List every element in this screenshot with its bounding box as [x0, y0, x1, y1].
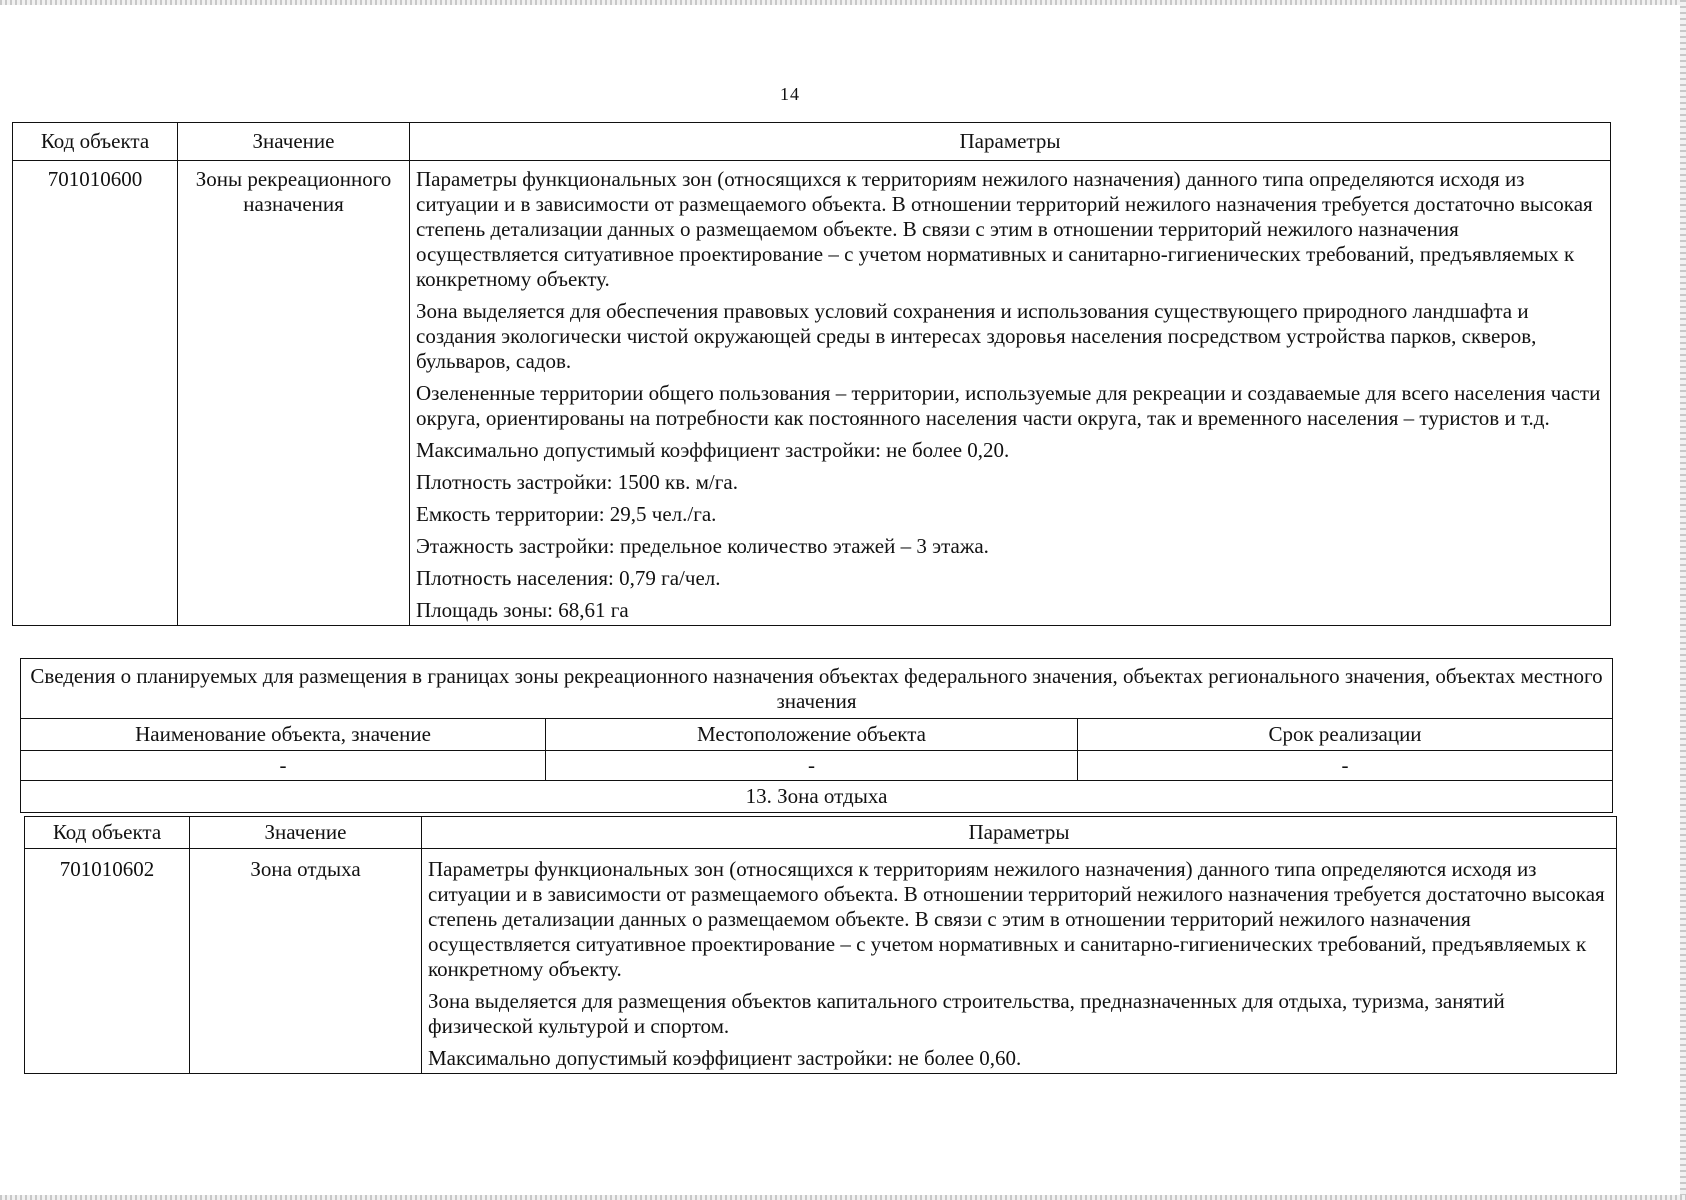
param-paragraph: Зона выделяется для обеспечения правовых условий сохранения и использования существующего природного ландшафта и создания экологически чистой окружающей среды в интересах здоровья населения посредством устройства парков, скверов, бульваров, садов. — [416, 299, 1537, 373]
scan-edge-top — [0, 0, 1686, 5]
scan-edge-right — [1680, 0, 1686, 1200]
object-value: Зона отдыха — [190, 849, 422, 1074]
param-paragraph: Параметры функциональных зон (относящихся к территориям нежилого назначения) данного типа определяются исходя из ситуации и в зависимости от размещаемого объекта. В отношении территорий нежилого назначения требуется достаточно высокая степень детализации данных о размещаемом объекте. В связи с этим в отношении территорий нежилого назначения осуществляется ситуативное проектирование – с учетом нормативных и санитарно-гигиенических требований, предъявляемых к конкретному объекту. — [416, 167, 1593, 291]
rest-zone-table — [24, 816, 1617, 1074]
header-value: Значение — [178, 123, 410, 161]
table-header-row — [25, 817, 1617, 849]
scan-edge-bottom — [0, 1195, 1686, 1200]
section-title-row — [21, 781, 1613, 813]
object-code: 701010600 — [13, 161, 178, 626]
implementation-term-cell: - — [1078, 751, 1613, 781]
param-territory-capacity: Емкость территории: 29,5 чел./га. — [416, 502, 717, 526]
table-header-row — [13, 123, 1611, 161]
section-title: 13. Зона отдыха — [21, 781, 1613, 813]
param-floors: Этажность застройки: предельное количество этажей – 3 этажа. — [416, 534, 989, 558]
object-location-cell: - — [546, 751, 1078, 781]
header-object-location: Местоположение объекта — [546, 719, 1078, 751]
object-params — [410, 161, 1611, 626]
param-building-coefficient: Максимально допустимый коэффициент застройки: не более 0,20. — [416, 438, 1010, 462]
object-params — [422, 849, 1617, 1074]
header-code: Код объекта — [25, 817, 190, 849]
header-code: Код объекта — [13, 123, 178, 161]
planned-objects-title-row — [21, 659, 1613, 719]
header-implementation-term: Срок реализации — [1078, 719, 1613, 751]
param-building-coefficient: Максимально допустимый коэффициент застройки: не более 0,60. — [428, 1046, 1022, 1070]
recreation-zone-table — [12, 122, 1611, 626]
page-number: 14 — [780, 84, 800, 104]
table-header-row — [21, 719, 1613, 751]
param-zone-area: Площадь зоны: 68,61 га — [416, 598, 629, 622]
param-paragraph: Зона выделяется для размещения объектов капитального строительства, предназначенных для отдыха, туризма, занятий физической культурой и спортом. — [428, 989, 1505, 1038]
table-row — [25, 849, 1617, 1074]
planned-objects-table — [20, 658, 1613, 813]
param-population-density: Плотность населения: 0,79 га/чел. — [416, 566, 721, 590]
header-params: Параметры — [422, 817, 1617, 849]
object-value: Зоны рекреационного назначения — [178, 161, 410, 626]
planned-objects-title: Сведения о планируемых для размещения в границах зоны рекреационного назначения объектах федерального значения, объектах регионального значения, объектах местного значения — [21, 659, 1613, 719]
param-paragraph: Озелененные территории общего пользования – территории, используемые для рекреации и создаваемые для всего населения части округа, ориентированы на потребности как постоянного населения части округа, так и временного населения – туристов и т.д. — [416, 381, 1601, 430]
param-building-density: Плотность застройки: 1500 кв. м/га. — [416, 470, 738, 494]
header-params: Параметры — [410, 123, 1611, 161]
header-object-name: Наименование объекта, значение — [21, 719, 546, 751]
header-value: Значение — [190, 817, 422, 849]
param-paragraph: Параметры функциональных зон (относящихся к территориям нежилого назначения) данного типа определяются исходя из ситуации и в зависимости от размещаемого объекта. В отношении территорий нежилого назначения требуется достаточно высокая степень детализации данных о размещаемом объекте. В связи с этим в отношении территорий нежилого назначения осуществляется ситуативное проектирование – с учетом нормативных и санитарно-гигиенических требований, предъявляемых к конкретному объекту. — [428, 857, 1605, 981]
object-name-cell: - — [21, 751, 546, 781]
object-code: 701010602 — [25, 849, 190, 1074]
table-row — [21, 751, 1613, 781]
table-row — [13, 161, 1611, 626]
